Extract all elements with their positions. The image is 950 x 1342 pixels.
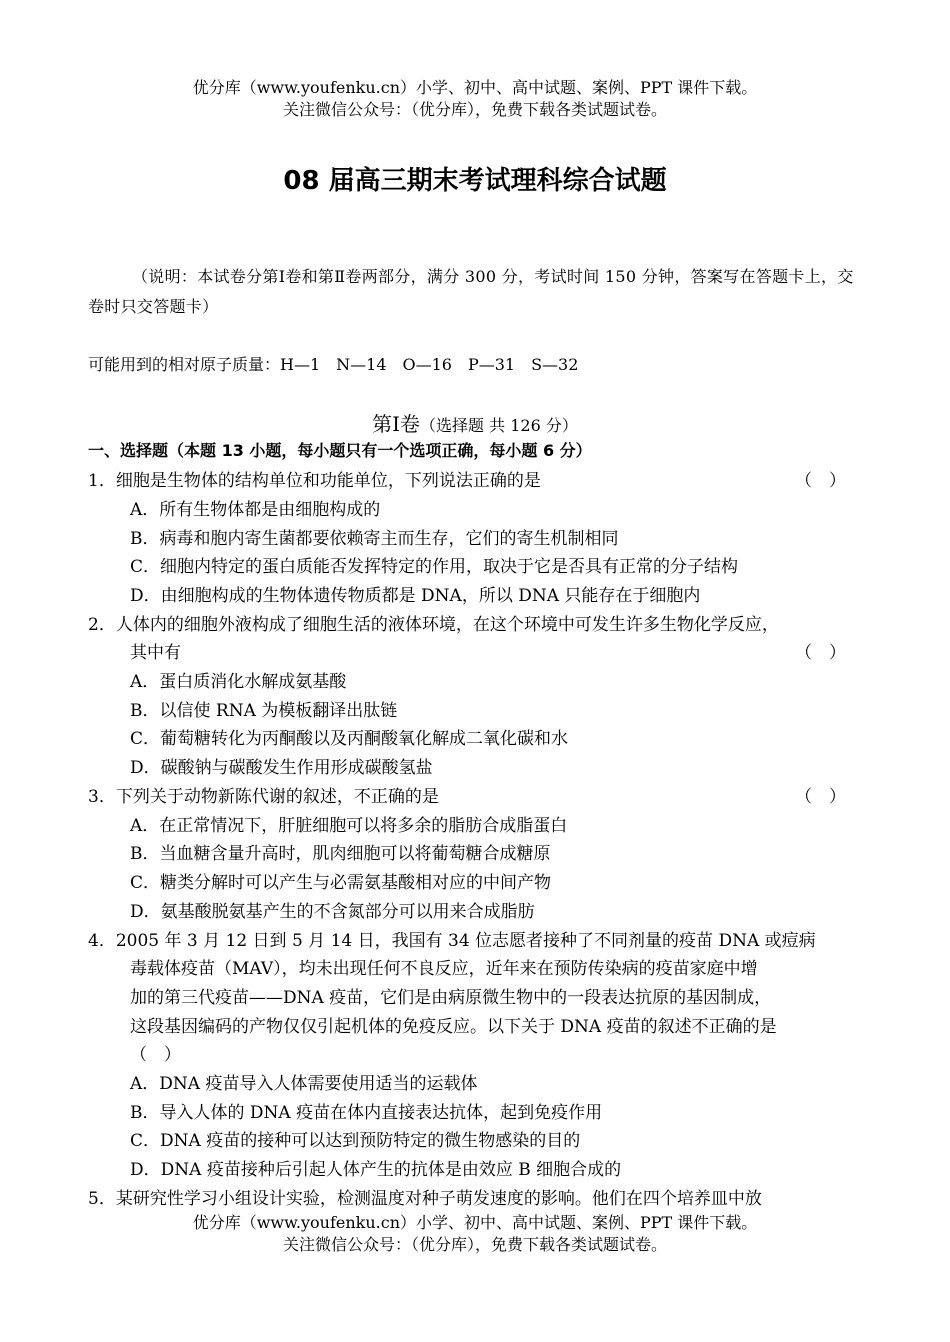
question-3-option-d: D．氨基酸脱氨基产生的不含氮部分可以用来合成脂肪 [130, 902, 535, 922]
question-4-stem-cont-1: 毒载体疫苗（MAV），均未出现任何不良反应，近年来在预防传染病的疫苗家庭中增 [130, 959, 758, 979]
question-3-option-b: B．当血糖含量升高时，肌肉细胞可以将葡萄糖合成糖原 [130, 844, 551, 864]
question-4-option-d: D．DNA 疫苗接种后引起人体产生的抗体是由效应 B 细胞合成的 [130, 1160, 622, 1180]
answer-paren-4: （ ） [130, 1045, 181, 1065]
section-title-main: 第Ⅰ卷 [372, 412, 421, 436]
question-2-stem: 2．人体内的细胞外液构成了细胞生活的液体环境，在这个环境中可发生许多生物化学反应， [88, 615, 779, 635]
header-line-2: 关注微信公众号：（优分库），免费下载各类试题试卷。 [282, 100, 667, 119]
footer-line-2: 关注微信公众号：（优分库），免费下载各类试题试卷。 [282, 1235, 667, 1254]
question-1-stem: 1．细胞是生物体的结构单位和功能单位，下列说法正确的是 [88, 471, 541, 491]
question-3-option-c: C．糖类分解时可以产生与必需氨基酸相对应的中间产物 [130, 873, 552, 893]
answer-paren-2: （ ） [795, 643, 846, 663]
exam-note: （说明：本试卷分第Ⅰ卷和第Ⅱ卷两部分，满分 300 分，考试时间 150 分钟，答案写在答题卡上，交卷时只交答题卡） [88, 267, 854, 316]
footer-line-1: 优分库（www.youfenku.cn）小学、初中、高中试题、案例、PPT 课件下载。 [192, 1213, 758, 1232]
question-2-stem-cont: 其中有 [130, 643, 181, 663]
atomic-mass-line: 可能用到的相对原子质量：H—1 N—14 O—16 P—31 S—32 [88, 355, 579, 374]
section-heading: 一、选择题（本题 13 小题，每小题只有一个选项正确，每小题 6 分） [88, 441, 592, 460]
page-title: 08 届高三期末考试理科综合试题 [283, 166, 667, 196]
question-2-option-a: A．蛋白质消化水解成氨基酸 [130, 672, 347, 692]
question-4-option-c: C．DNA 疫苗的接种可以达到预防特定的微生物感染的目的 [130, 1131, 581, 1151]
question-1-option-d: D．由细胞构成的生物体遗传物质都是 DNA，所以 DNA 只能存在于细胞内 [130, 586, 701, 606]
question-4-stem-cont-2: 加的第三代疫苗——DNA 疫苗，它们是由病原微生物中的一段表达抗原的基因制成， [130, 988, 772, 1008]
question-3-option-a: A．在正常情况下，肝脏细胞可以将多余的脂肪合成脂蛋白 [130, 816, 568, 836]
section-title [0, 408, 950, 437]
answer-paren-3: （ ） [795, 787, 846, 807]
answer-paren-1: （ ） [795, 471, 846, 491]
question-2-option-b: B．以信使 RNA 为模板翻译出肽链 [130, 701, 398, 721]
question-4-option-a: A．DNA 疫苗导入人体需要使用适当的运载体 [130, 1074, 478, 1094]
question-1-option-b: B．病毒和胞内寄生菌都要依赖寄主而生存，它们的寄生机制相同 [130, 529, 619, 549]
question-4-option-b: B．导入人体的 DNA 疫苗在体内直接表达抗体，起到免疫作用 [130, 1103, 603, 1123]
question-1-option-a: A．所有生物体都是由细胞构成的 [130, 500, 381, 520]
question-3-stem: 3．下列关于动物新陈代谢的叙述，不正确的是 [88, 787, 439, 807]
header-line-1: 优分库（www.youfenku.cn）小学、初中、高中试题、案例、PPT 课件下载。 [192, 78, 758, 97]
question-2-option-c: C．葡萄糖转化为丙酮酸以及丙酮酸氧化解成二氧化碳和水 [130, 729, 569, 749]
question-1-option-c: C．细胞内特定的蛋白质能否发挥特定的作用，取决于它是否具有正常的分子结构 [130, 557, 739, 577]
question-2-option-d: D．碳酸钠与碳酸发生作用形成碳酸氢盐 [130, 758, 433, 778]
section-title-sub: （选择题 共 126 分） [420, 416, 578, 435]
question-5-stem: 5．某研究性学习小组设计实验，检测温度对种子萌发速度的影响。他们在四个培养皿中放 [88, 1189, 762, 1209]
question-4-stem: 4．2005 年 3 月 12 日到 5 月 14 日，我国有 34 位志愿者接种了不同剂量的疫苗 DNA 或痘病 [88, 931, 816, 951]
question-4-stem-cont-3: 这段基因编码的产物仅仅引起机体的免疫反应。以下关于 DNA 疫苗的叙述不正确的是 [130, 1017, 777, 1037]
